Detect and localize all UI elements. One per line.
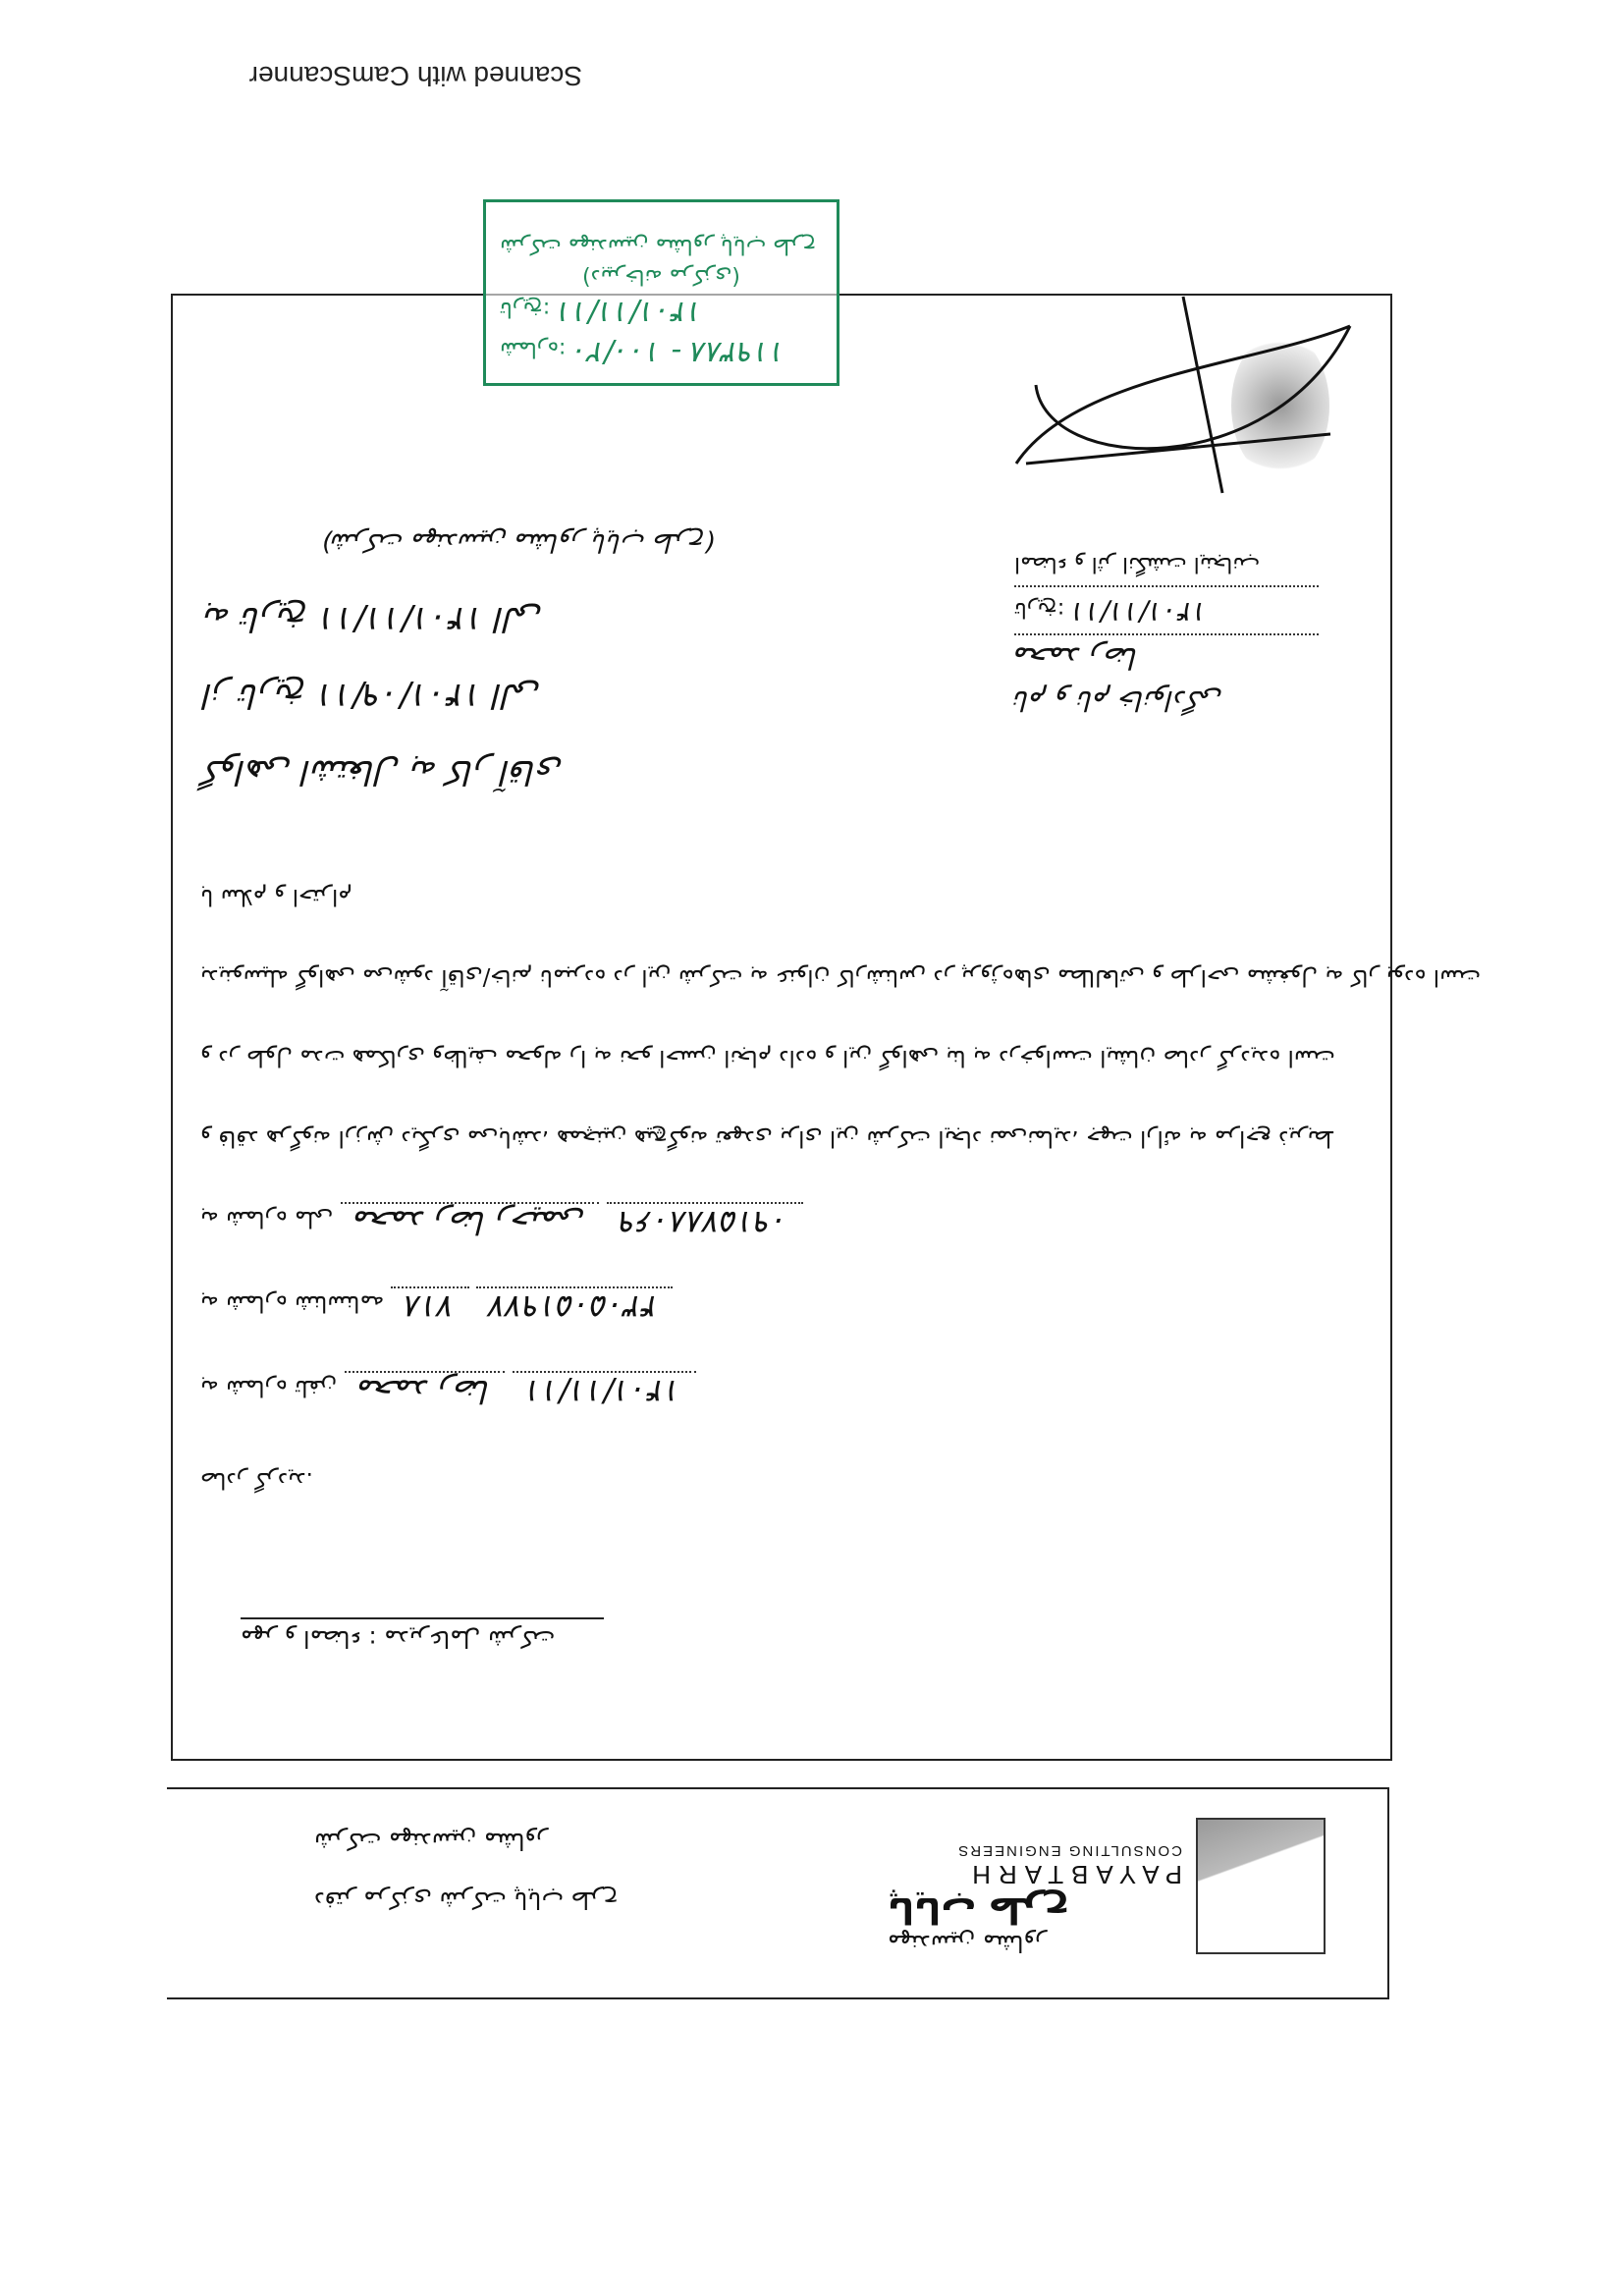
body-salutation: با سلام و احترام bbox=[200, 884, 352, 909]
body-phone-label: به شماره تلفن bbox=[200, 1375, 338, 1400]
body-line-3: و فاقد هرگونه ارزش دیگری می‌باشد، همچنین هیچ‌گونه تعهدی برای این شرکت ایجاد نمی‌نماید، جهت ارائه به مراجع ذیربط bbox=[200, 1125, 1335, 1151]
footer-address-line2: دفتر مرکزی شرکت پایاب طرح bbox=[314, 1886, 619, 1914]
stamp-date-label: تاریخ: bbox=[500, 297, 551, 321]
certificate-body bbox=[200, 881, 1482, 1496]
stamp-number-label: شماره: bbox=[500, 337, 567, 361]
registration-stamp bbox=[483, 199, 839, 386]
heading-line-2: به تاریخ ۱۴۰۱/۱۱/۱۱ الی bbox=[204, 599, 543, 638]
name-field: محمد رضا رحیمی bbox=[341, 1202, 600, 1241]
signer-title: امضاء و اثر انگشت اینجانب bbox=[1014, 552, 1261, 576]
footer-address bbox=[314, 1812, 648, 1930]
body-national-label: به شماره ملی bbox=[200, 1206, 334, 1231]
stamp-date-value: ۱۴۰۱/۱۱/۱۱ bbox=[557, 295, 704, 329]
heading-line-3: از تاریخ ۱۴۰۱/۰۹/۱۱ الی bbox=[204, 676, 542, 715]
handwritten-signature bbox=[997, 287, 1370, 522]
logo-en-sub: CONSULTING ENGINEERS bbox=[956, 1842, 1182, 1859]
footer-address-line1: شرکت مهندسین مشاور bbox=[314, 1828, 548, 1855]
body-id-label: به شماره شناسنامه bbox=[200, 1290, 385, 1316]
heading-line-4: گواهی اشتغال به کار آقای bbox=[204, 752, 564, 792]
phone-name-field: محمد رضا bbox=[345, 1371, 506, 1410]
signer-date: ۱۴۰۱/۱۱/۱۱ bbox=[1071, 596, 1209, 629]
signature-line: مهر و امضاء : مدیرعامل شرکت bbox=[241, 1617, 604, 1653]
id-number-field: ۴۳۰۵۰۵۱۹۷۷ bbox=[476, 1286, 673, 1326]
logo-fa: پایاب طرح bbox=[888, 1889, 1070, 1930]
logo-en: PAYABTARH bbox=[964, 1860, 1182, 1889]
stamp-org: شرکت مهندسین مشاور پایاب طرح bbox=[500, 234, 817, 258]
signer-name: محمد رضا bbox=[1014, 633, 1319, 679]
body-closing: صادر گردید. bbox=[200, 1467, 313, 1493]
company-logo-icon bbox=[1196, 1818, 1326, 1954]
certificate-heading bbox=[204, 504, 833, 810]
stamp-number-value: ۱۰۰/۲۰ - ۱۱۹۳۸۸ bbox=[572, 335, 786, 369]
national-id-field: ۰۹۱۵۷۸۸۰۶۹ bbox=[607, 1202, 803, 1241]
company-logo-text bbox=[888, 1842, 1182, 1957]
logo-fa-sub: مهندسین مشاور bbox=[888, 1930, 1047, 1957]
body-line-1: بدینوسیله گواهی می‌شود آقای/خانم نامبرده در این شرکت به عنوان کارشناس در پروژه‌های مطالعاتی و طراحی مشغول به کار بوده است bbox=[200, 964, 1482, 990]
phone-date-field: ۱۴۰۱/۱۱/۱۱ bbox=[513, 1371, 696, 1410]
stamp-subtitle: (دبیرخانه مرکزی) bbox=[582, 264, 740, 289]
signer-block bbox=[1014, 542, 1319, 722]
scanner-watermark: Scanned with CamScanner bbox=[248, 61, 582, 91]
signer-date-label: تاریخ: bbox=[1014, 597, 1065, 622]
serial-field: ۷۱۸ bbox=[392, 1286, 470, 1326]
signer-caption: نام و نام خانوادگی bbox=[1014, 684, 1223, 717]
heading-line-1: (شرکت مهندسین مشاور پایاب طرح) bbox=[321, 527, 716, 557]
body-line-2: و در طول مدت همکاری وظایف محوله را به نحو احسن انجام داده و این گواهی بنا به درخواست ایشان صادر گردیده است bbox=[200, 1045, 1335, 1070]
